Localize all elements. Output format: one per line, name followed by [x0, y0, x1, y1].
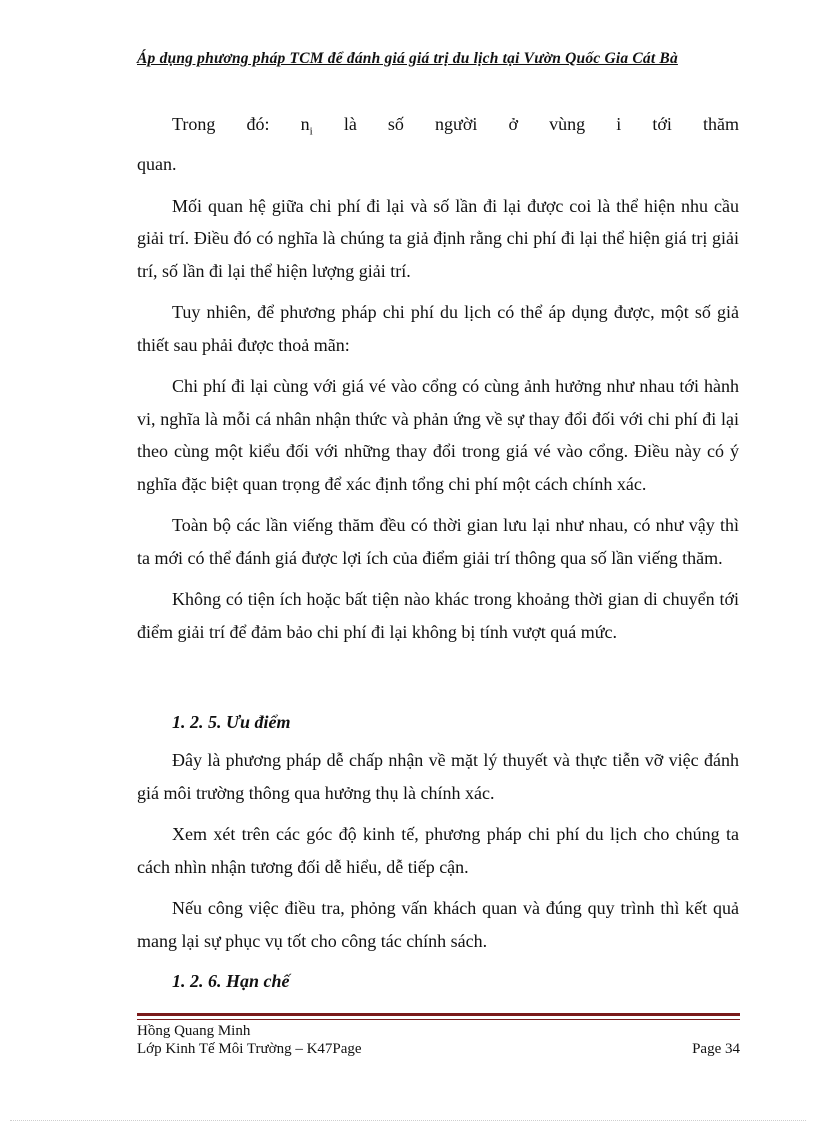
page-number: Page 34	[692, 1041, 740, 1057]
subscript-i: i	[309, 125, 313, 138]
section-heading-advantages: 1. 2. 5. Ưu điểm	[172, 712, 291, 733]
paragraph-assumption-3: Không có tiện ích hoặc bất tiện nào khác trong khoảng thời gian di chuyển tới điểm giải trí để đảm bảo chi phí đi lại không bị tính vượt quá mức.	[137, 589, 739, 642]
page-footer	[137, 1022, 740, 1058]
paragraph-assumptions-intro: Tuy nhiên, để phương pháp chi phí du lịch có thể áp dụng được, một số giả thiết sau phải được thoả mãn:	[137, 302, 739, 355]
footer-author: Hồng Quang Minh	[137, 1023, 251, 1039]
definition-suffix: là số người ở vùng i tới thăm quan.	[137, 114, 740, 175]
running-header: Áp dụng phương pháp TCM để đánh giá giá trị du lịch tại Vườn Quốc Gia Cát Bà	[137, 50, 678, 67]
definition-prefix: Trong đó: n	[172, 114, 310, 134]
paragraph-advantage-2: Xem xét trên các góc độ kinh tế, phương pháp chi phí du lịch cho chúng ta cách nhìn nhận tương đối dễ hiểu, dễ tiếp cận.	[137, 824, 739, 877]
paragraph-advantage-3: Nếu công việc điều tra, phỏng vấn khách quan và đúng quy trình thì kết quả mang lại sự phục vụ tốt cho công tác chính sách.	[137, 898, 739, 951]
footer-class: Lớp Kinh Tế Môi Trường – K47Page	[137, 1041, 362, 1057]
paragraph-advantage-1: Đây là phương pháp dễ chấp nhận về mặt lý thuyết và thực tiễn vỡ việc đánh giá môi trường thông qua hưởng thụ là chính xác.	[137, 750, 739, 803]
section-heading-limitations: 1. 2. 6. Hạn chế	[172, 971, 290, 992]
paragraph-assumption-1: Chi phí đi lại cùng với giá vé vào cổng có cùng ảnh hưởng như nhau tới hành vi, nghĩa là mỗi cá nhân nhận thức và phản ứng về sự thay đổi đối với chi phí đi lại theo cùng một kiểu đối với những thay đổi trong giá vé vào cổng. Điều này có ý nghĩa đặc biệt quan trọng để xác định tổng chi phí một cách chính xác.	[137, 376, 739, 494]
paragraph-relationship: Mối quan hệ giữa chi phí đi lại và số lần đi lại được coi là thể hiện nhu cầu giải trí. Điều đó có nghĩa là chúng ta giả định rằng chi phí đi lại thể hiện giá trị giải trí, số lần đi lại thể hiện lượng giải trí.	[137, 195, 739, 281]
paragraph-assumption-2: Toàn bộ các lần viếng thăm đều có thời gian lưu lại như nhau, có như vậy thì ta mới có thể đánh giá được lợi ích của điểm giải trí thông qua số lần viếng thăm.	[137, 515, 739, 568]
paragraph-definition	[137, 108, 739, 181]
document-body	[137, 108, 739, 997]
footer-rule-thin	[137, 1019, 740, 1020]
footer-rule-thick	[137, 1013, 740, 1016]
page-bottom-edge	[10, 1120, 806, 1121]
